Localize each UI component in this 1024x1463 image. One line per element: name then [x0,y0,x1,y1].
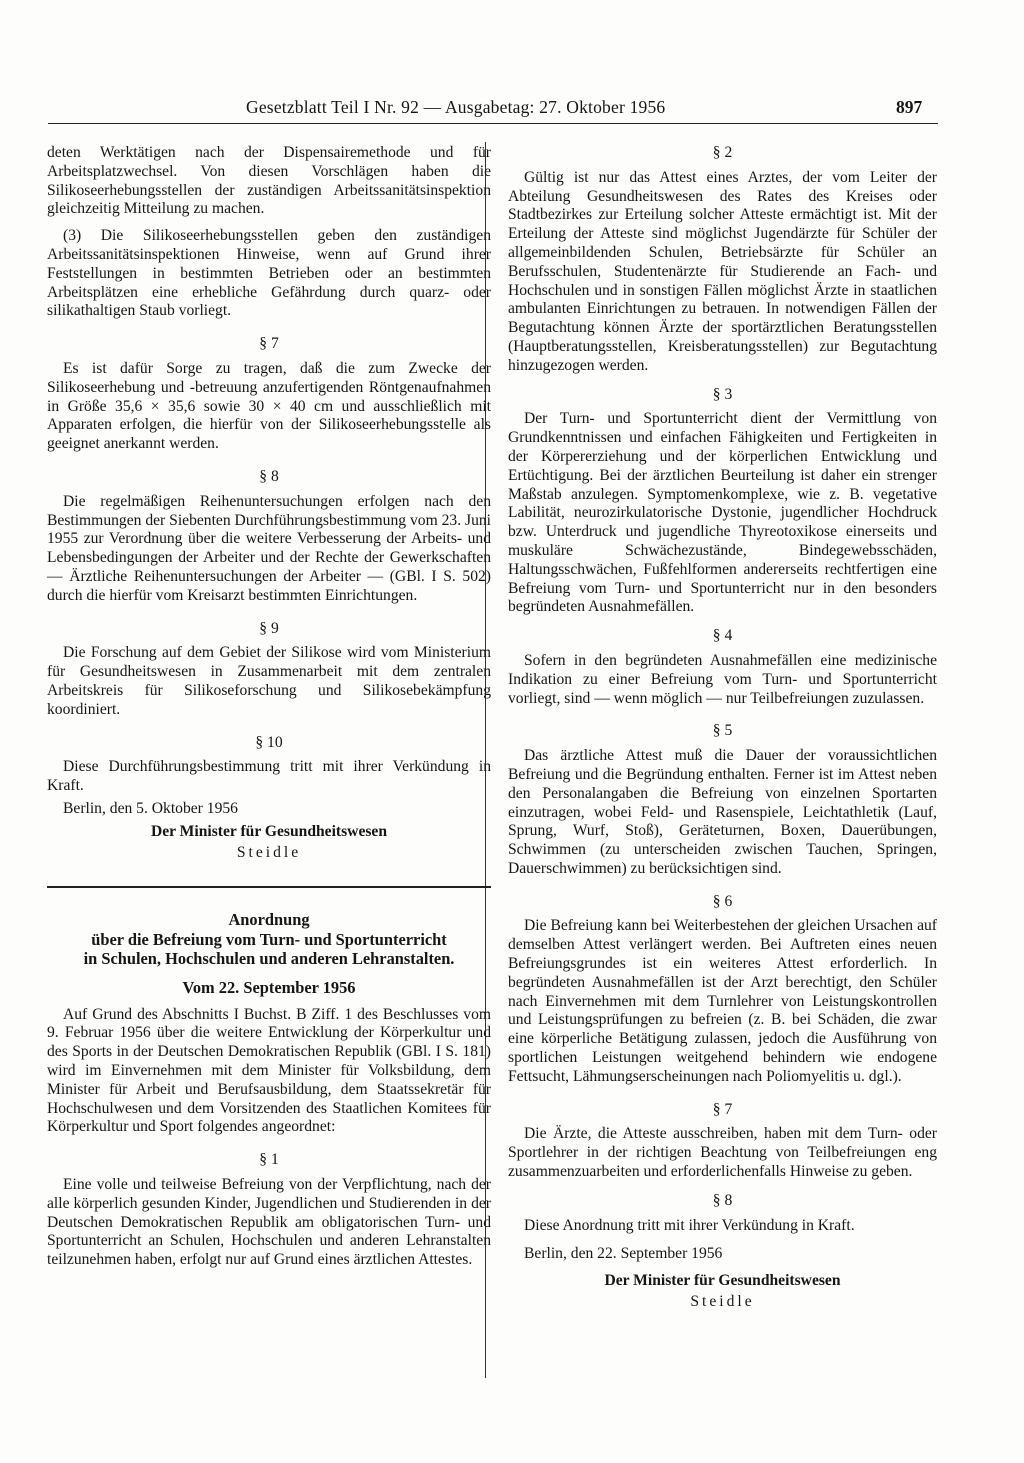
section-heading: § 10 [255,733,283,751]
paragraph: Eine volle und teilweise Befreiung von der Verpflichtung, nach der alle körperlich gesunden Kinder, Jugendlichen und Studierenden in der Deutschen Demokratischen Republik am obligatorischen Turn- und Sportunterricht an Schulen, Hochschulen und anderen Lehranstalten teilzunehmen haben, erfolgt nur auf Grund eines ärztlichen Attestes. [47,1175,491,1269]
section-heading: § 2 [712,144,733,161]
left-column [47,144,491,1270]
paragraph: deten Werktätigen nach der Dispensairemethode und für Arbeitsplatzwechsel. Von diesen Vorschlägen haben die Silikoseerhebungsstellen der zuständigen Arbeitssanitätsinspektion gleichzeitig Mitteilung zu machen. [47,144,491,218]
paragraph: Diese Durchführungsbestimmung tritt mit ihrer Verkündung in Kraft. [47,758,491,795]
page-header [0,98,1024,122]
paragraph: Die regelmäßigen Reihenuntersuchungen erfolgen nach den Bestimmungen der Siebenten Durchführungsbestimmung vom 23. Juni 1955 zur Verordnung über die weitere Verbesserung der Arbeits- und Lebensbedingungen der Arbeiter und der Rechte der Gewerkschaften — Ärztliche Reihenuntersuchungen der Arbeiter — (GBl. I S. 502) durch die hierfür vom Kreisarzt bestimmten Einrichtungen. [47,492,491,604]
section-heading: § 6 [712,892,733,910]
section-heading: § 7 [712,1100,733,1118]
ordinance-heading: Anordnung [228,910,310,930]
signature-title: Der Minister für Gesundheitswesen [150,822,388,840]
ordinance-heading: über die Befreiung vom Turn- und Sportunterricht [91,929,447,949]
paragraph: Auf Grund des Abschnitts I Buchst. B Ziff. 1 des Beschlusses vom 9. Februar 1956 über die weitere Entwicklung der Körperkultur und des Sports in der Deutschen Demokratischen Republik (GBl. I S. 181) wird im Einvernehmen mit dem Minister für Volksbildung, dem Minister für Arbeit und Berufsausbildung, dem Staatssekretär für Hochschulwesen und dem Vorsitzenden des Staatlichen Komitees für Körperkultur und Sport folgendes angeordnet: [47,1005,491,1136]
section-heading: § 1 [259,1151,279,1169]
ordinance-date: Vom 22. September 1956 [182,977,356,997]
section-heading: § 8 [259,467,279,485]
paragraph: (3) Die Silikoseerhebungsstellen geben den zuständigen Arbeitssanitätsinspektionen Hinweise, wenn auf Grund ihrer Feststellungen in bestimmten Betrieben oder an bestimmten Arbeitsplätzen eine erhebliche Gefährdung durch quarz- oder silikathaltigen Staub vorliegt. [47,227,491,320]
section-heading: § 4 [712,627,733,645]
paragraph: Diese Anordnung tritt mit ihrer Verkündung in Kraft. [524,1216,855,1234]
signature-place-date: Berlin, den 5. Oktober 1956 [63,799,238,817]
paragraph: Die Forschung auf dem Gebiet der Silikose wird vom Ministerium für Gesundheitswesen in Zusammenarbeit mit dem zentralen Arbeitskreis für Silikoseforschung und Silikosebekämpfung koordiniert. [47,644,491,718]
header-title: Gesetzblatt Teil I Nr. 92 — Ausgabetag: 27. Oktober 1956 [246,97,666,117]
paragraph: Das ärztliche Attest muß die Dauer der voraussichtlichen Befreiung und die Begründung enthalten. Ferner ist im Attest neben den Personalangaben die Befreiung von einzelnen Sportarten einzutragen, wobei Feld- und Rasenspiele, Leichtathletik (Lauf, Sprung, Wurf, Stoß), Geräteturnen, Boxen, Dauerübungen, Schwimmen (zu unterscheiden zwischen Tauchen, Springen, Dauerschwimmen) zu berücksichtigen sind. [508,747,937,877]
paragraph: Die Befreiung kann bei Weiterbestehen der gleichen Ursachen auf demselben Attest verlängert werden. Bei Auftreten eines neuen Befreiungsgrundes ist ein weiteres Attest erforderlich. In begründeten Ausnahmefällen ist der Arzt berechtigt, den Schüler nach Einvernehmen mit dem Turnlehrer von Leistungskontrollen und Leistungsprüfungen zu befreien (z. B. bei Schäden, die zwar eine körperliche Betätigung zulassen, jedoch die Ausführung von sportlichen Leistungen weitgehend behindern wie endogene Fettsucht, Lähmungserscheinungen nach Poliomyelitis u. dgl.). [508,917,937,1085]
section-heading: § 3 [712,385,733,403]
signature-place-date: Berlin, den 22. September 1956 [524,1245,723,1263]
header-rule [48,123,938,124]
paragraph: Der Turn- und Sportunterricht dient der Vermittlung von Grundkenntnissen und einfachen Fähigkeiten und Fertigkeiten in der Körpererziehung und der körperlichen Entwicklung und Ertüchtigung. Bei der ärztlichen Beurteilung ist daher ein strenger Maßstab anzulegen. Symptomenkomplexe, wie z. B. vegetative Labilität, neurozirkulatorische Dystonie, jugendlicher Hochdruck bzw. Unterdruck und jugendliche Thyreotoxikose einerseits und muskuläre Schwächezustände, Bindegewebsschäden, Haltungsschwächen, Fußfehlformen andererseits rechtfertigen eine Befreiung vom Turn- und Sportunterricht nur in den besonders begründeten Ausnahmefällen. [508,410,937,616]
ordinance-heading: in Schulen, Hochschulen und anderen Lehranstalten. [83,949,455,969]
section-heading: § 7 [259,335,279,353]
paragraph: Sofern in den begründeten Ausnahmefällen eine medizinische Indikation zu einer Befreiung vom Turn- und Sportunterricht vorliegt, sind — wenn möglich — nur Teilbefreiungen zuzulassen. [508,651,937,707]
paragraph: Gültig ist nur das Attest eines Arztes, der vom Leiter der Abteilung Gesundheitswesen des Rates des Kreises oder Stadtbezirkes zur Erteilung solcher Atteste ermächtigt ist. Mit der Erteilung der Atteste sind möglichst Jugendärzte für Schüler der allgemeinbildenden Schulen, Betriebsärzte für Schüler an Berufsschulen, Studentenärzte für Studierende an Fach- und Hochschulen und in sonstigen Fällen möglichst Ärzte in staatlichen ambulanten Einrichtungen zu betrauen. In notwendigen Fällen der Begutachtung können Ärzte der sportärztlichen Beratungsstellen (Hauptberatungsstellen, Kreisberatungsstellen) zur Begutachtung hinzugezogen werden. [508,168,937,374]
section-rule [47,886,491,888]
signature-title: Der Minister für Gesundheitswesen [604,1272,841,1290]
signature-name: Steidle [690,1293,755,1311]
paragraph: Die Ärzte, die Atteste ausschreiben, haben mit dem Turn- oder Sportlehrer in der richtigen Beachtung von Teilbefreiungen eng zusammenzuarbeiten und erforderlichenfalls Hinweise zu geben. [508,1125,937,1181]
section-heading: § 5 [712,722,733,740]
page-number: 897 [896,97,923,117]
paragraph: Es ist dafür Sorge zu tragen, daß die zum Zwecke der Silikoseerhebung und -betreuung anzufertigenden Röntgenaufnahmen in Größe 35,6 × 35,6 sowie 30 × 40 cm und ausschließlich mit Apparaten erfolgen, die hierfür von der Silikoseerhebungsstelle als geeignet anerkannt werden. [47,359,491,453]
section-heading: § 8 [712,1191,733,1209]
right-column [508,144,937,1312]
signature-name: Steidle [236,843,302,861]
section-heading: § 9 [259,619,279,637]
